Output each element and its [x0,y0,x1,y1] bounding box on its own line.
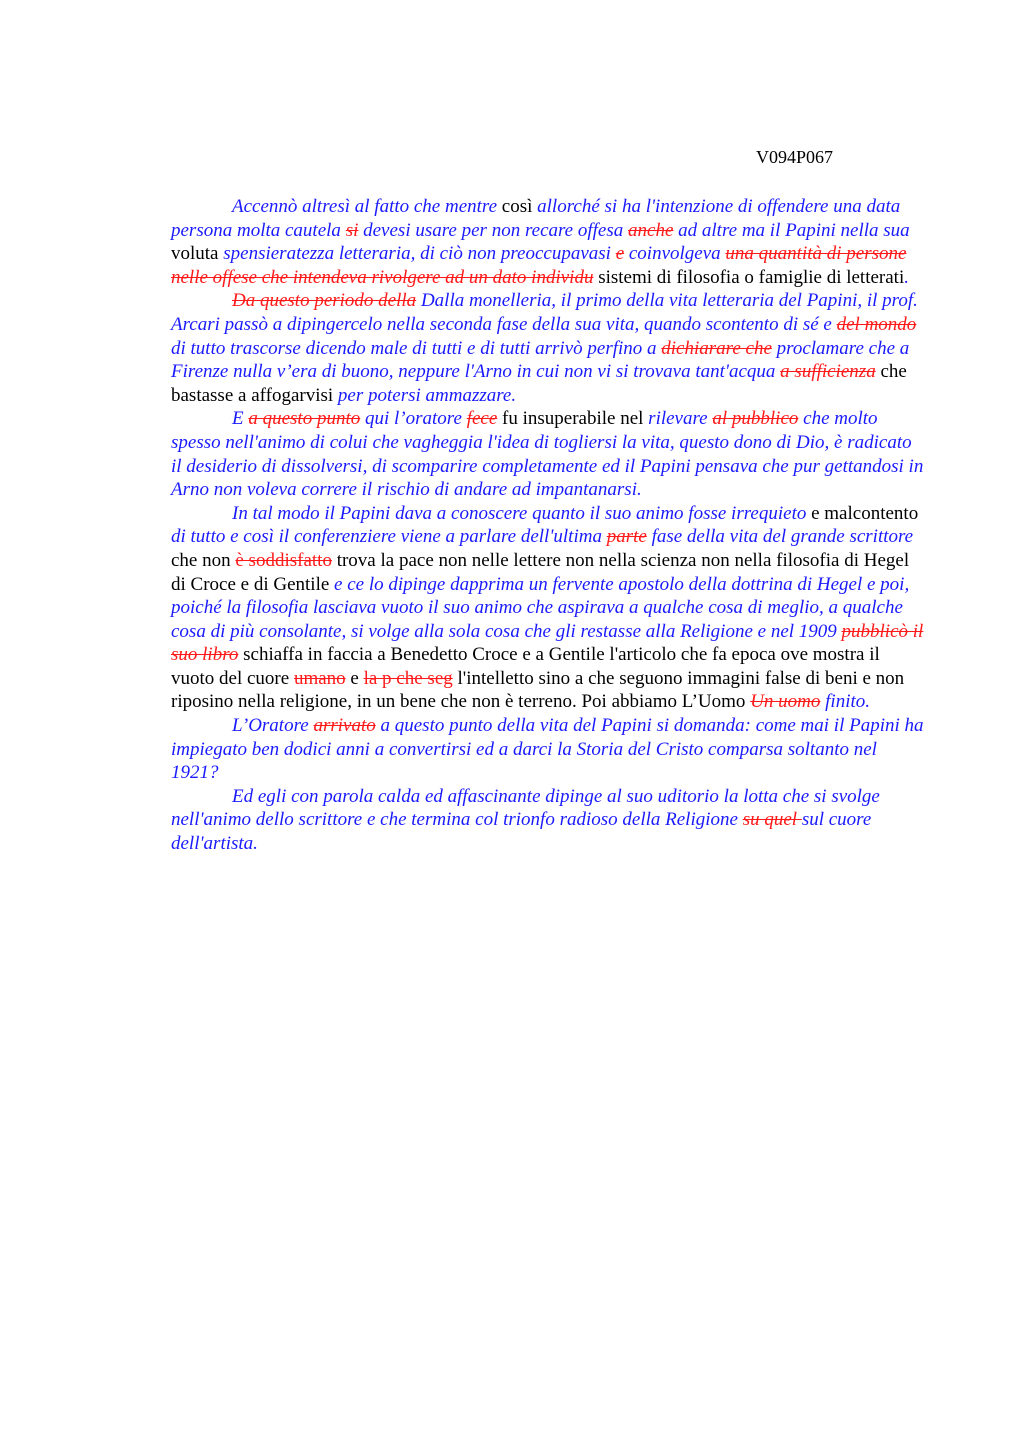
inserted-text-run: L’Oratore [232,715,314,737]
deleted-text-run: una quantità di persone nelle offese che intendeva rivolgere ad un dato individu [171,243,907,288]
inserted-text-run: finito. [820,691,871,713]
paragraph [171,407,926,501]
inserted-text-run: devesi usare per non recare offesa [358,219,629,241]
inserted-text-run: di tutto trascorse dicendo male di tutti e di tutti arrivò perfino a [171,337,662,359]
deleted-text-run: è soddisfatto [235,549,332,571]
inserted-text-run: rilevare [648,408,713,430]
inserted-text-run: Accennò altresì al fatto che mentre [232,196,498,217]
plain-text-run: che non [171,549,236,571]
deleted-text-run: umano [293,667,346,689]
deleted-text-run: si [345,219,359,241]
plain-text-run: l'intelletto sino a che seguono immagini false di beni e non riposino nella religione, in un bene che non è terreno. Poi abbiamo L’Uomo [171,667,905,713]
deleted-text-run: pubblicò il suo libro [171,620,924,666]
deleted-text-run: la p che seg [363,667,453,689]
plain-text-run: che bastasse a affogarvisi [171,361,907,406]
deleted-text-run: a questo punto [248,408,361,430]
paragraph [171,195,926,289]
deleted-text-run: Da questo periodo della [232,290,417,312]
inserted-text-run: di tutto e così il conferenziere viene a parlare dell'ultima [171,526,607,548]
inserted-text-run: che molto spesso nell'animo di colui che vagheggia l'idea di togliersi la vita, questo dono di Dio, è radicato il desiderio di dissolversi, di scomparire completamente ed il Papini pensava che pur gettandosi in Arno non voleva correre il rischio di andare ad impantanarsi. [171,408,924,501]
deleted-text-run: su quel [742,809,802,831]
plain-text-run: sistemi di filosofia o famiglie di letterati [593,266,905,288]
deleted-text-run: anche [628,219,674,241]
inserted-text-run: per potersi ammazzare. [337,384,517,406]
plain-text-run: fu insuperabile nel [497,408,649,430]
inserted-text-run: qui l’oratore [360,408,467,430]
inserted-text-run: allorché si ha l'intenzione di offendere una data persona molta cautela [171,196,901,241]
inserted-text-run: Dalla monelleria, il primo della vita letteraria del Papini, il prof. Arcari passò a dipingercelo nella seconda fase della sua vita, quando scontento di sé e [171,290,918,335]
plain-text-run: così [497,196,538,217]
inserted-text-run: coinvolgeva [624,243,726,265]
inserted-text-run: e ce lo dipinge dapprima un fervente apostolo della dottrina di Hegel e poi, poiché la filosofia lasciava vuoto il suo animo che aspirava a qualche cosa di meglio, a qualche cosa di più consolante, si volge alla sola cosa che gli restasse alla Religione e nel 1909 [171,573,910,642]
inserted-text-run: a questo punto della vita del Papini si domanda: come mai il Papini ha impiegato ben dodici anni a convertirsi ed a darci la Storia del Cristo comparsa soltanto nel 1921? [171,715,924,784]
inserted-text-run: . [904,266,909,288]
deleted-text-run: del mondo [836,313,917,335]
inserted-text-run: fase della vita del grande scrittore [646,526,914,548]
deleted-text-run: al pubblico [712,408,799,430]
plain-text-run: voluta [171,243,224,265]
plain-text-run: schiaffa in faccia a Benedetto Croce e a Gentile l'articolo che fa epoca ove mostra il vuoto del cuore [171,644,880,689]
deleted-text-run: parte [606,526,647,548]
page-identifier: V094P067 [756,147,834,167]
inserted-text-run: ad altre ma il Papini nella sua [673,219,910,241]
inserted-text-run: proclamare che a Firenze nulla v’era di buono, neppure l'Arno in cui non vi si trovava tant'acqua [171,337,910,383]
inserted-text-run: In tal modo il Papini dava a conoscere quanto il suo animo fosse irrequieto [232,502,807,524]
plain-text-run: e malcontento [806,502,919,524]
paragraph [171,785,926,856]
inserted-text-run: E [232,408,249,430]
paragraph [171,714,926,785]
inserted-text-run: spensieratezza letteraria, di ciò non preoccupavasi [223,243,616,265]
plain-text-run: e [345,667,364,689]
paragraph [171,502,926,714]
paragraph [171,289,926,407]
inserted-text-run: sul cuore dell'artista. [171,809,872,855]
plain-text-run: trova la pace non nelle lettere non nella scienza non nella filosofia di Hegel di Croce e di Gentile [171,549,910,595]
deleted-text-run: fece [466,408,498,430]
inserted-text-run: Ed egli con parola calda ed affascinante dipinge al suo uditorio la lotta che si svolge nell'animo dello scrittore e che termina col trionfo radioso della Religione [171,785,880,831]
deleted-text-run: a sufficienza [780,361,876,383]
deleted-text-run: e [615,243,625,265]
deleted-text-run: dichiarare che [661,337,772,359]
document-body [171,195,926,856]
deleted-text-run: Un uomo [750,691,821,713]
deleted-text-run: arrivato [313,715,376,737]
